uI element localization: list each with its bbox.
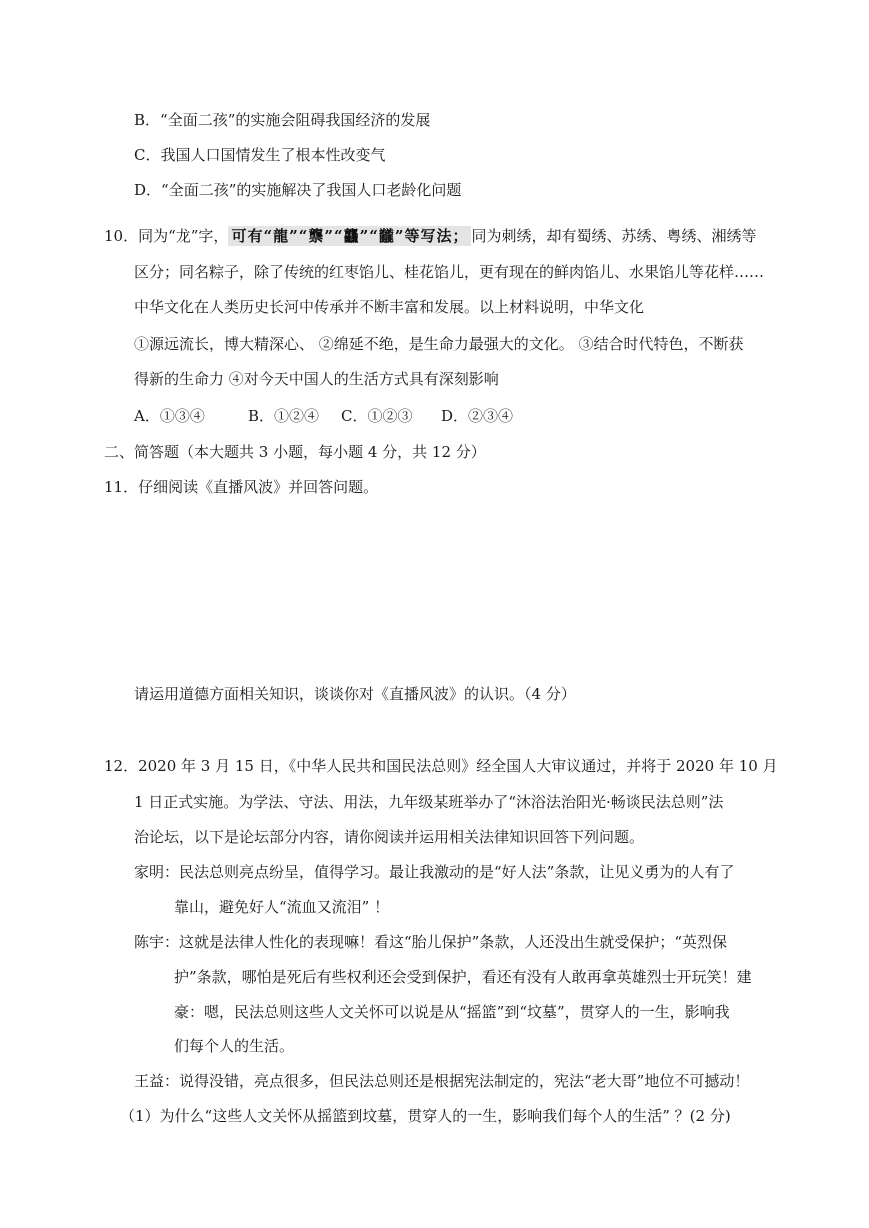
q12-chenyu-line-3: 豪：嗯，民法总则这些人文关怀可以说是从“摇篮”到“坟墓”，贯穿人的一生，影响我 bbox=[174, 1003, 730, 1021]
q10-options bbox=[134, 406, 513, 426]
q10-line-3: 中华文化在人类历史长河中传承并不断丰富和发展。以上材料说明，中华文化 bbox=[134, 298, 645, 316]
q12-sub-question-1: （1）为什么“这些人文关怀从摇篮到坟墓，贯穿人的一生，影响我们每个人的生活” ？(2 分) bbox=[120, 1107, 731, 1125]
q12-line-3: 治论坛，以下是论坛部分内容，请你阅读并运用相关法律知识回答下列问题。 bbox=[134, 828, 645, 846]
q10-option-d: D．②③④ bbox=[441, 407, 514, 425]
q9-option-d: D．“全面二孩”的实施解决了我国人口老龄化问题 bbox=[134, 181, 462, 199]
section-2-heading: 二、简答题（本大题共 3 小题，每小题 4 分，共 12 分） bbox=[104, 443, 486, 461]
q12-wangyi-line: 王益：说得没错，亮点很多，但民法总则还是根据宪法制定的，宪法“老大哥”地位不可撼动！ bbox=[134, 1072, 750, 1090]
q10-statements-line-2: 得新的生命力 ④对今天中国人的生活方式具有深刻影响 bbox=[134, 370, 499, 388]
q10-calligraphy-image-text: 可有“龍”“龒”“龘”“龖”等写法； bbox=[228, 226, 471, 246]
q9-option-b: B．“全面二孩”的实施会阻碍我国经济的发展 bbox=[134, 111, 431, 129]
q10-option-a: A．①③④ bbox=[134, 407, 205, 425]
q12-chenyu-line-1: 陈宇：这就是法律人性化的表现嘛！看这“胎儿保护”条款，人还没出生就受保护；“英烈保 bbox=[134, 933, 728, 951]
q12-chenyu-line-4: 们每个人的生活。 bbox=[174, 1037, 295, 1055]
q11-sub-question: 请运用道德方面相关知识，谈谈你对《直播风波》的认识。（4 分） bbox=[134, 685, 576, 703]
q10-line1-end: 同为刺绣，却有蜀绣、苏绣、粤绣、湘绣等 bbox=[471, 227, 757, 245]
q10-line1-start: 10．同为“龙”字， bbox=[104, 227, 229, 245]
q10-statements-line-1: ①源远流长，博大精深心、 ②绵延不绝，是生命力最强大的文化。 ③结合时代特色，不断获 bbox=[134, 335, 744, 353]
q10-option-c: C．①②③ bbox=[341, 407, 413, 425]
q12-jiaming-line-1: 家明：民法总则亮点纷呈，值得学习。最让我激动的是“好人法”条款，让见义勇为的人有了 bbox=[134, 863, 735, 881]
q12-chenyu-line-2: 护”条款，哪怕是死后有些权利还会受到保护，看还有没有人敢再拿英雄烈士开玩笑！建 bbox=[174, 968, 752, 986]
q12-line-2: 1 日正式实施。为学法、守法、用法，九年级某班举办了“沐浴法治阳光·畅谈民法总则”法 bbox=[134, 793, 724, 811]
q10-line-2: 区分；同名粽子，除了传统的红枣馅儿、桂花馅儿，更有现在的鲜肉馅儿、水果馅儿等花样…… bbox=[134, 263, 765, 281]
q9-option-c: C．我国人口国情发生了根本性改变气 bbox=[134, 146, 386, 164]
q10-line-1 bbox=[104, 226, 756, 246]
q11-prompt: 11．仔细阅读《直播风波》并回答问题。 bbox=[104, 478, 379, 496]
q10-option-b: B．①②④ bbox=[248, 407, 320, 425]
q12-jiaming-line-2: 靠山，避免好人“流血又流泪” ！ bbox=[174, 898, 390, 916]
q12-line-1: 12．2020 年 3 月 15 日，《中华人民共和国民法总则》经全国人大审议通过，并将于 2020 年 10 月 bbox=[104, 757, 778, 775]
